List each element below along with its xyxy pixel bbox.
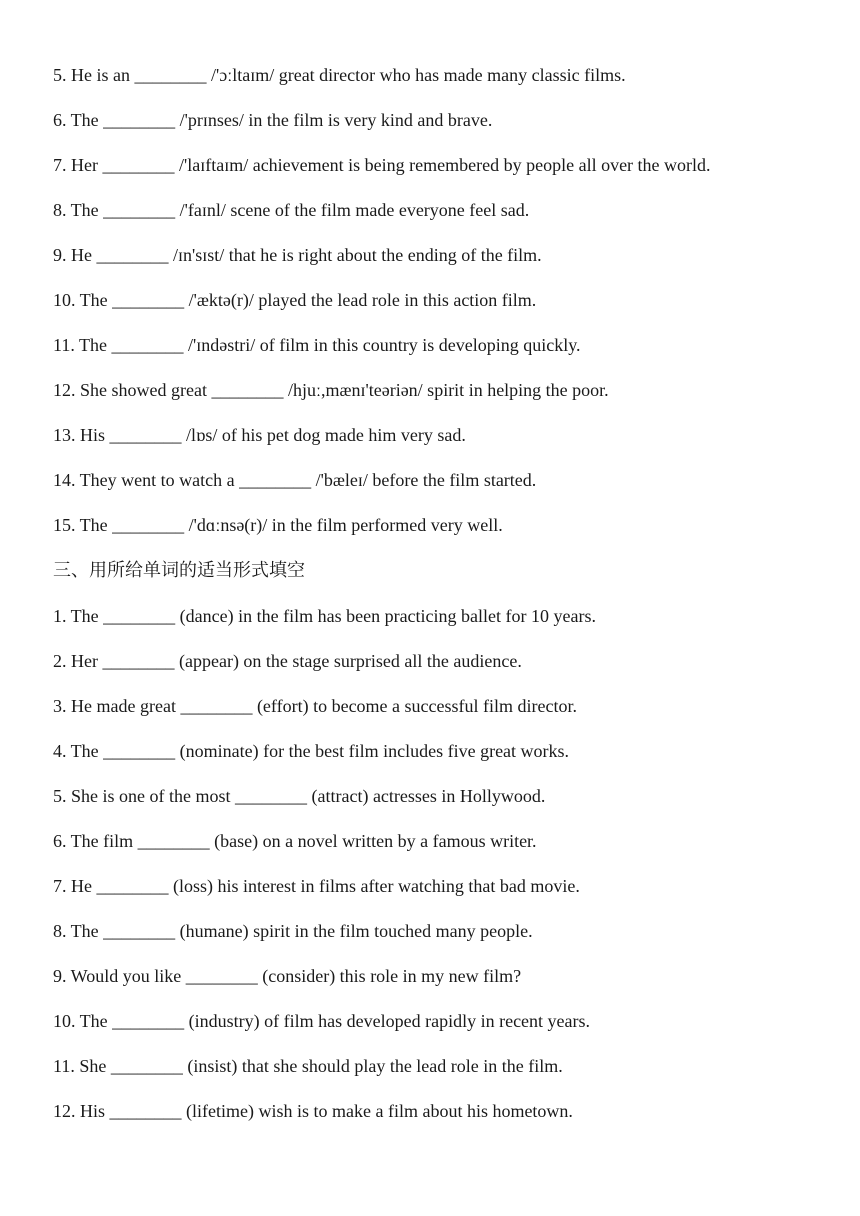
question-item: 12. His ________ (lifetime) wish is to make a film about his hometown. [53,1101,573,1121]
question-item: 15. The ________ /'dɑːnsə(r)/ in the film performed very well. [53,515,503,535]
question-item: 8. The ________ (humane) spirit in the film touched many people. [53,921,533,941]
question-item: 13. His ________ /lɒs/ of his pet dog made him very sad. [53,425,466,445]
question-item: 3. He made great ________ (effort) to become a successful film director. [53,696,577,716]
question-item: 11. She ________ (insist) that she should play the lead role in the film. [53,1056,563,1076]
question-item: 7. Her ________ /'laɪftaɪm/ achievement is being remembered by people all over the world. [53,155,711,175]
question-item: 4. The ________ (nominate) for the best film includes five great works. [53,741,570,761]
question-item: 6. The ________ /'prɪnses/ in the film is very kind and brave. [53,110,493,130]
section-heading: 三、用所给单词的适当形式填空 [53,560,305,581]
question-item: 14. They went to watch a ________ /'bæleɪ/ before the film started. [53,470,537,490]
question-item: 2. Her ________ (appear) on the stage surprised all the audience. [53,651,522,671]
question-item: 10. The ________ (industry) of film has developed rapidly in recent years. [53,1011,591,1031]
question-item: 11. The ________ /'ɪndəstri/ of film in this country is developing quickly. [53,335,581,355]
question-item: 8. The ________ /'faɪnl/ scene of the film made everyone feel sad. [53,200,530,220]
question-item: 10. The ________ /'æktə(r)/ played the lead role in this action film. [53,290,537,310]
question-item: 6. The film ________ (base) on a novel written by a famous writer. [53,831,537,851]
question-item: 9. He ________ /ɪn'sɪst/ that he is right about the ending of the film. [53,245,542,265]
question-item: 9. Would you like ________ (consider) this role in my new film? [53,966,522,986]
question-item: 7. He ________ (loss) his interest in films after watching that bad movie. [53,876,580,896]
question-item: 1. The ________ (dance) in the film has been practicing ballet for 10 years. [53,606,596,626]
question-item: 5. He is an ________ /'ɔːltaɪm/ great director who has made many classic films. [53,65,626,85]
question-item: 5. She is one of the most ________ (attract) actresses in Hollywood. [53,786,546,806]
question-item: 12. She showed great ________ /hjuː,mænɪ'teəriən/ spirit in helping the poor. [53,380,609,400]
